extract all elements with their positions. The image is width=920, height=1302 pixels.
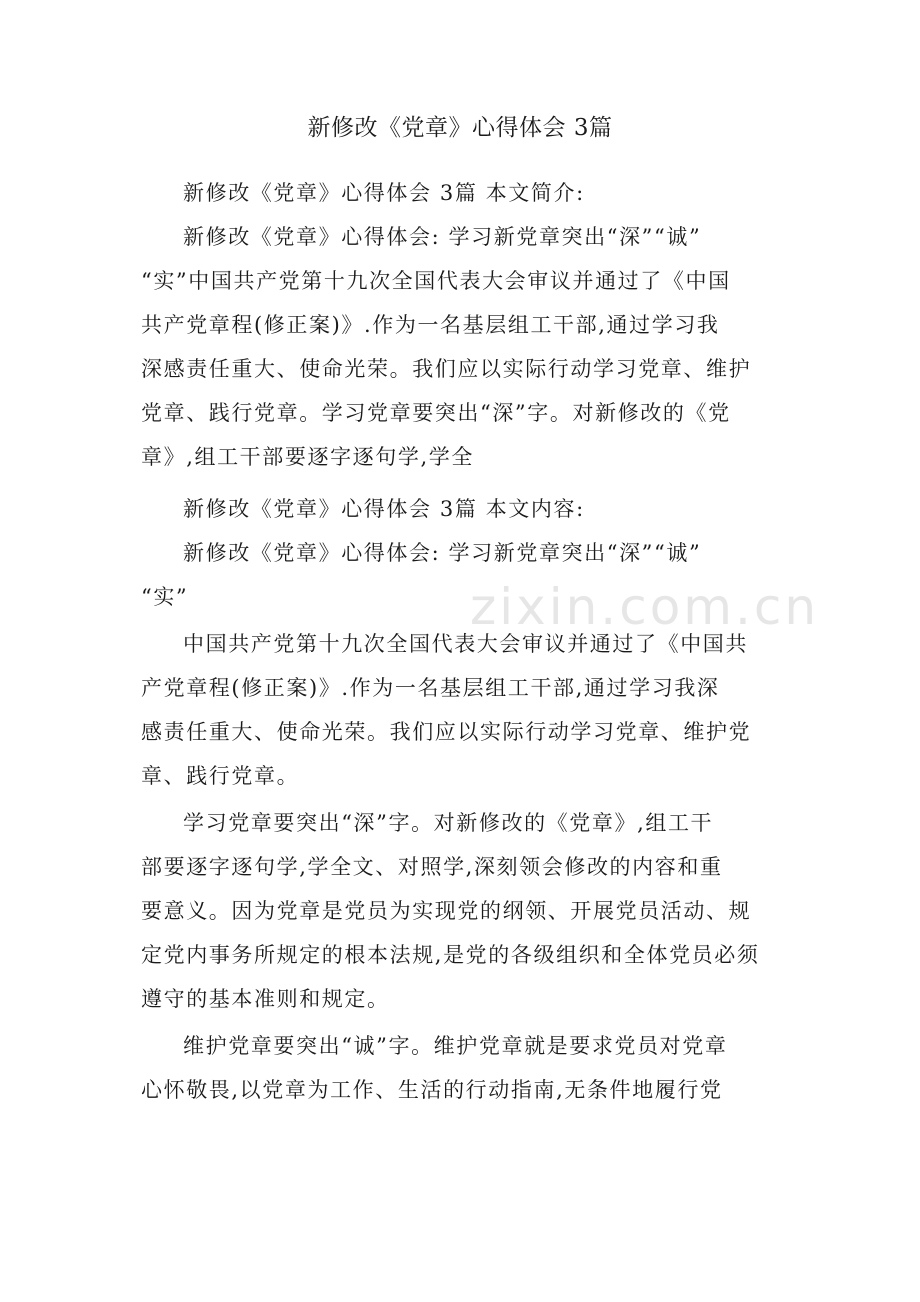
text-line: 维护党章要突出“诚”字。维护党章就是要求党员对党章: [183, 1034, 728, 1058]
paragraph-intro: [141, 622, 781, 798]
paragraph-maintain: [141, 1024, 781, 1112]
paragraph-content-heading: [141, 487, 781, 531]
paragraph-article-heading: [141, 531, 781, 619]
text-line: 新修改《党章》心得体会: 学习新党章突出“深”“诚”: [183, 541, 702, 565]
paragraph-study: [141, 801, 781, 1021]
text-line: 感责任重大、使命光荣。我们应以实际行动学习党章、维护党: [141, 720, 752, 744]
text-line: “实”: [141, 585, 189, 609]
text-line: 深感责任重大、使命光荣。我们应以实际行动学习党章、维护: [141, 357, 752, 381]
text-line: 学习党章要突出“深”字。对新修改的《党章》,组工干: [183, 811, 714, 835]
text-line: 心怀敬畏,以党章为工作、生活的行动指南,无条件地履行党: [141, 1078, 723, 1102]
watermark-text: zixin.com.cn: [470, 578, 820, 636]
text-line: 党章、践行党章。学习党章要突出“深”字。对新修改的《党: [141, 401, 731, 425]
paragraph-summary-heading: [141, 171, 781, 215]
text-line: 产党章程(修正案)》.作为一名基层组工干部,通过学习我深: [141, 676, 720, 700]
paragraph-summary-body: [141, 215, 781, 479]
text-line: 遵守的基本准则和规定。: [141, 987, 390, 1011]
text-line: 定党内事务所规定的根本法规,是党的各级组织和全体党员必须: [141, 943, 760, 967]
page-title: 新修改《党章》心得体会 3篇: [307, 115, 613, 141]
text-line: 新修改《党章》心得体会 3篇 本文内容:: [183, 497, 585, 521]
text-line: 章》,组工干部要逐字逐句学,学全: [141, 445, 474, 469]
text-line: 部要逐字逐句学,学全文、对照学,深刻领会修改的内容和重: [141, 855, 723, 879]
text-line: 共产党章程(修正案)》.作为一名基层组工干部,通过学习我: [141, 313, 720, 337]
text-line: “实”中国共产党第十九次全国代表大会审议并通过了《中国: [141, 269, 731, 293]
text-line: 中国共产党第十九次全国代表大会审议并通过了《中国共: [183, 632, 748, 656]
text-line: 新修改《党章》心得体会: 学习新党章突出“深”“诚”: [183, 225, 702, 249]
text-line: 章、践行党章。: [141, 764, 300, 788]
text-line: 新修改《党章》心得体会 3篇 本文简介:: [183, 181, 585, 205]
text-line: 要意义。因为党章是党员为实现党的纲领、开展党员活动、规: [141, 899, 752, 923]
